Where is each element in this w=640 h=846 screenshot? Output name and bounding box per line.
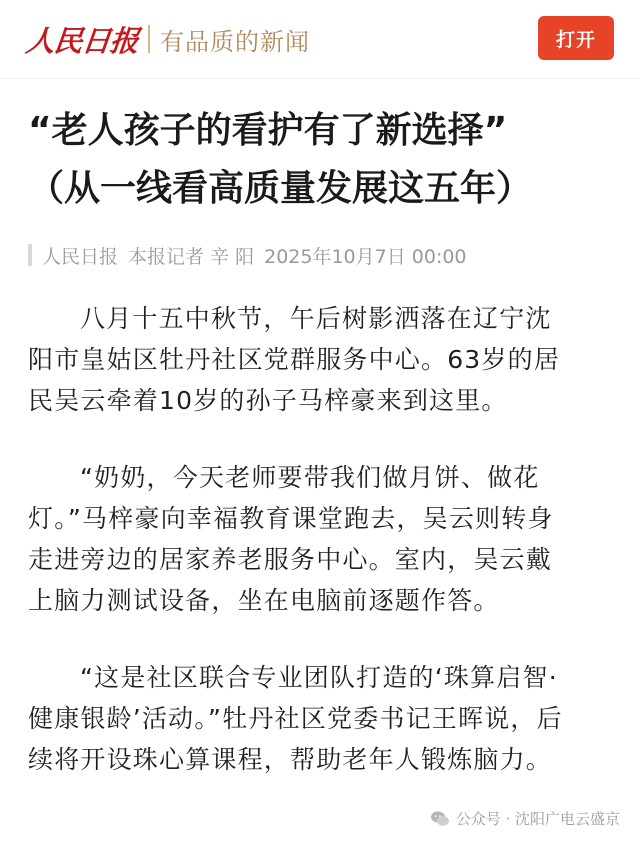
paragraph-line: 健康银龄’活动。”牡丹社区党委书记王晖说，后 (28, 704, 563, 733)
paragraph-line: 上脑力测试设备，坐在电脑前逐题作答。 (28, 586, 500, 615)
open-app-button[interactable]: 打开 (538, 16, 614, 60)
article-source: 人民日报 (42, 245, 119, 268)
article-title (28, 102, 618, 218)
article-datetime: 2025年10月7日 00:00 (264, 245, 467, 268)
brand[interactable] (26, 20, 310, 58)
article-paragraph (28, 657, 618, 780)
paragraph-line: 续将开设珠心算课程，帮助老年人锻炼脑力。 (28, 745, 553, 774)
paragraph-line: “奶奶，今天老师要带我们做月饼、做花 (80, 463, 540, 492)
top-bar (0, 0, 640, 79)
paragraph-line: 灯。”马梓豪向幸福教育课堂跑去，吴云则转身 (28, 504, 554, 533)
brand-divider (148, 25, 150, 53)
wechat-icon (430, 809, 450, 829)
paragraph-line: 民吴云牵着10岁的孙子马梓豪来到这里。 (28, 386, 508, 415)
title-line: （从一线看高质量发展这五年） (28, 168, 533, 209)
article-paragraph (28, 457, 618, 621)
paragraph-line: 阳市皇姑区牡丹社区党群服务中心。63岁的居 (28, 345, 561, 374)
article-body (28, 298, 618, 816)
paragraph-line: “这是社区联合专业团队打造的‘珠算启智· (80, 663, 558, 692)
paragraph-line: 八月十五中秋节，午后树影洒落在辽宁沈 (80, 304, 552, 333)
meta-accent-bar (28, 244, 32, 266)
title-line: “老人孩子的看护有了新选择” (28, 110, 508, 151)
brand-slogan: 有品质的新闻 (160, 27, 311, 56)
wechat-watermark (430, 808, 620, 829)
article-reporter: 本报记者 辛 阳 (128, 245, 255, 268)
article-meta (28, 240, 477, 270)
people-daily-logo: 人民日报 (24, 23, 140, 58)
paragraph-line: 走进旁边的居家养老服务中心。室内，吴云戴 (28, 545, 553, 574)
article-paragraph (28, 298, 618, 421)
watermark-text: 公众号 · 沈阳广电云盛京 (455, 810, 620, 828)
